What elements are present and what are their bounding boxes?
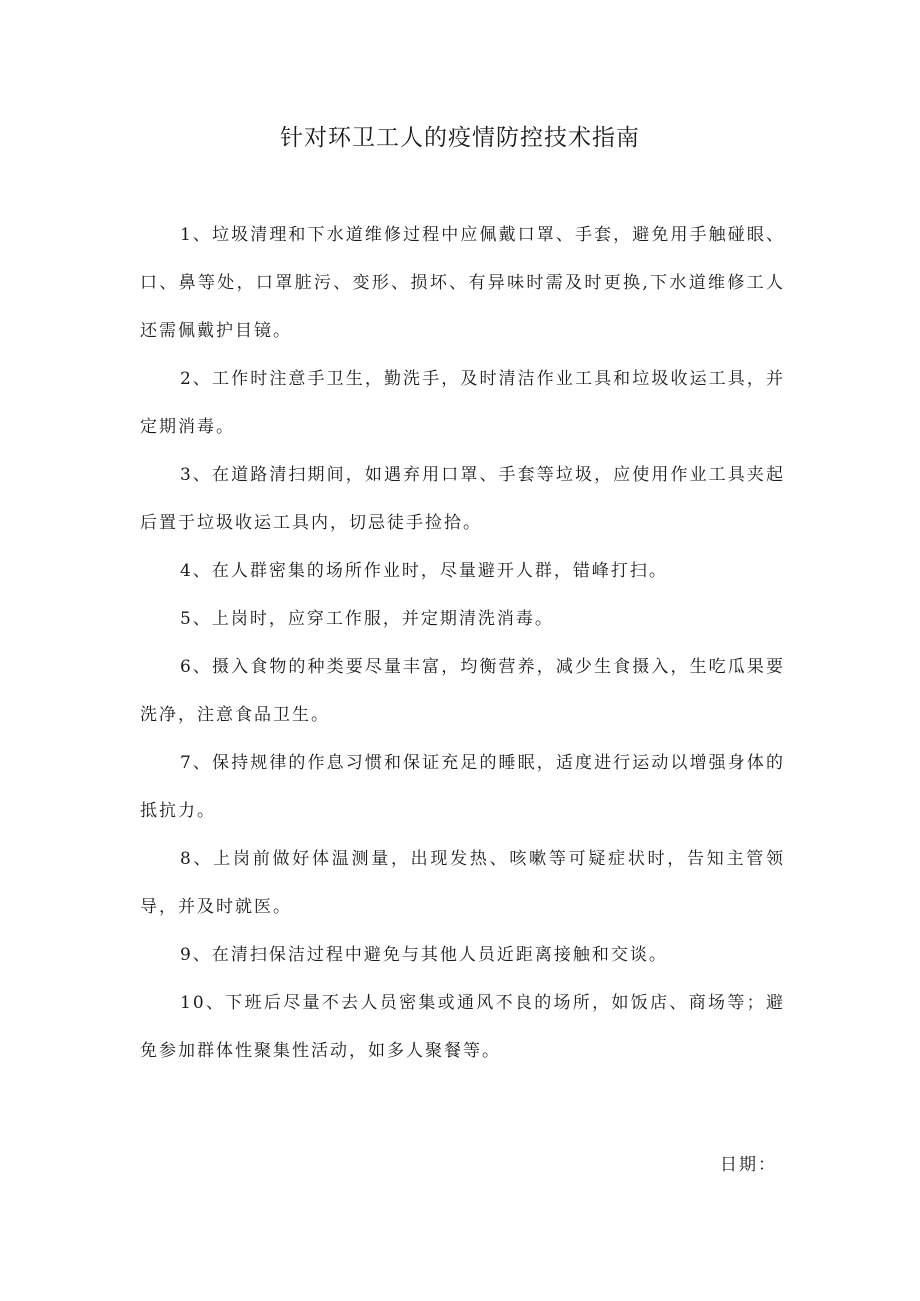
guideline-item-4: 4、在人群密集的场所作业时，尽量避开人群，错峰打扫。 <box>180 561 668 581</box>
guideline-item-5: 5、上岗时，应穿工作服，并定期清洗消毒。 <box>180 609 554 629</box>
document-title: 针对环卫工人的疫情防控技术指南 <box>280 125 640 151</box>
guideline-item-6: 6、摄入食物的种类要尽量丰富，均衡营养，减少生食摄入，生吃瓜果要洗净，注意食品卫生。 <box>140 657 785 725</box>
guideline-item-7: 7、保持规律的作息习惯和保证充足的睡眠，适度进行运动以增强身体的抵抗力。 <box>140 753 785 821</box>
guideline-item-10: 10、下班后尽量不去人员密集或通风不良的场所，如饭店、商场等；避免参加群体性聚集性活动，如多人聚餐等。 <box>140 993 785 1061</box>
guideline-item-2: 2、工作时注意手卫生，勤洗手，及时清洁作业工具和垃圾收运工具，并定期消毒。 <box>140 369 785 437</box>
guideline-item-1: 1、垃圾清理和下水道维修过程中应佩戴口罩、手套，避免用手触碰眼、口、鼻等处，口罩脏污、变形、损坏、有异味时需及时更换,下水道维修工人还需佩戴护目镜。 <box>140 225 785 341</box>
guideline-item-3: 3、在道路清扫期间，如遇弃用口罩、手套等垃圾，应使用作业工具夹起后置于垃圾收运工具内，切忌徒手捡拾。 <box>140 465 785 533</box>
guideline-list <box>140 211 785 1075</box>
guideline-item-8: 8、上岗前做好体温测量，出现发热、咳嗽等可疑症状时，告知主管领导，并及时就医。 <box>140 849 785 917</box>
guideline-item-9: 9、在清扫保洁过程中避免与其他人员近距离接触和交谈。 <box>180 945 668 965</box>
date-label: 日期： <box>720 1155 777 1175</box>
